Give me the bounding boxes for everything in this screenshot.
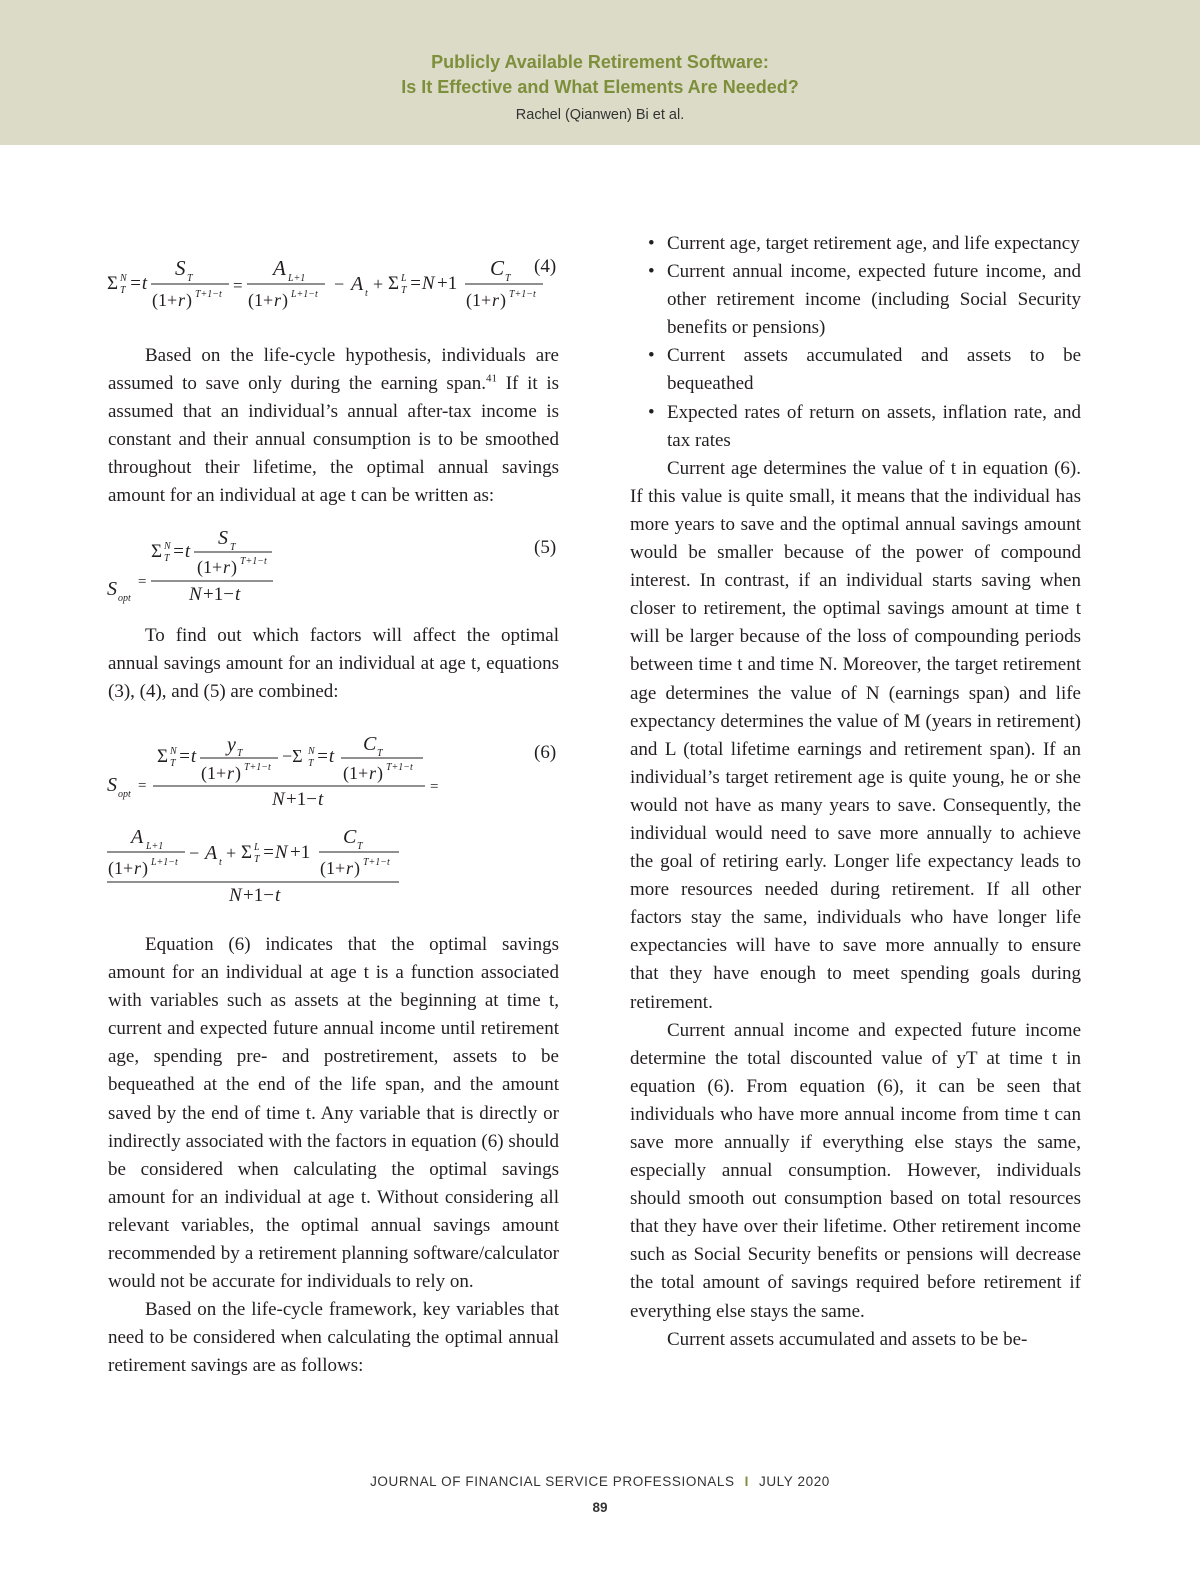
- svg-text:Σ: Σ: [107, 273, 119, 294]
- paragraph: Based on the life-cycle framework, key variables that need to be considered when calculating the optimal annual retirement savings are as follows:: [108, 1299, 559, 1377]
- list-item: • Expected rates of return on assets, inflation rate, and tax rates: [630, 399, 1081, 455]
- svg-text:T: T: [230, 542, 236, 553]
- svg-text:T: T: [237, 748, 243, 759]
- equation-6-formula: [105, 725, 555, 910]
- svg-text:t: t: [318, 789, 324, 810]
- svg-text:Σ: Σ: [157, 746, 169, 767]
- svg-text:): ): [142, 858, 148, 878]
- svg-text:=: =: [233, 276, 243, 295]
- svg-text:r: r: [223, 557, 231, 577]
- svg-text:(1+: (1+: [466, 290, 492, 310]
- svg-text:t: t: [275, 885, 281, 906]
- footer-journal-line: [0, 1474, 1200, 1489]
- svg-text:r: r: [274, 290, 282, 310]
- issue-date: JULY 2020: [758, 1474, 830, 1489]
- svg-text:T: T: [505, 273, 511, 284]
- svg-text:T+1−t: T+1−t: [363, 857, 390, 868]
- svg-text:−Σ: −Σ: [282, 746, 303, 766]
- equation-4-number: (4): [534, 256, 557, 277]
- svg-text:S: S: [175, 256, 186, 280]
- svg-text:): ): [282, 290, 288, 310]
- svg-text:N: N: [170, 746, 177, 757]
- equation-4-formula: [105, 250, 565, 320]
- svg-text:+1: +1: [290, 842, 311, 863]
- list-item: • Current age, target retirement age, and life expectancy: [630, 230, 1081, 258]
- footnote-ref: 41: [486, 372, 498, 385]
- svg-text:L+1−t: L+1−t: [291, 289, 318, 300]
- journal-name: JOURNAL OF FINANCIAL SERVICE PROFESSIONALS: [370, 1474, 735, 1489]
- svg-text:T: T: [164, 553, 170, 564]
- svg-text:+: +: [373, 274, 384, 294]
- svg-text:T: T: [170, 758, 176, 769]
- svg-text:(1+: (1+: [152, 290, 178, 310]
- svg-text:A: A: [273, 256, 286, 280]
- svg-text:): ): [500, 290, 506, 310]
- svg-text:=: =: [430, 779, 439, 795]
- svg-text:T+1−t: T+1−t: [195, 289, 222, 300]
- list-item: • Current assets accumulated and assets to be bequeathed: [630, 342, 1081, 398]
- svg-text:T: T: [187, 273, 193, 284]
- svg-text:t: t: [235, 584, 241, 605]
- svg-text:(1+: (1+: [201, 763, 227, 783]
- svg-text:opt: opt: [118, 789, 131, 800]
- svg-text:L+1−t: L+1−t: [151, 857, 178, 868]
- paragraph: Current age determines the value of t in equation (6). If this value is quite small, it means that the individual has more years to save and the optimal annual savings amount would be smaller because of the power of compound interest. In contrast, if an individual starts saving when closer to retirement, the optimal savings amount at time t will be larger because of the loss of compounding periods between time t and time N. Moreover, the target retirement age determines the value of N (earnings span) and life expectancy determines the value of M (years in retirement) and L (total lifetime earnings and retirement span). If an individual’s target retirement age is quite young, he or she would not have as many years to save. Consequently, the individual would need to save more annually to achieve the goal of retiring early. Longer life expectancy leads to more resources needed during retirement. If all other factors stay the same, individuals who have longer life expectancies will have to save more annually to ensure that they have enough to meet spending goals during retirement.: [630, 457, 1081, 1013]
- svg-text:y: y: [227, 734, 236, 756]
- svg-text:T+1−t: T+1−t: [509, 289, 536, 300]
- svg-text:N: N: [229, 885, 242, 906]
- svg-text:=N: =N: [409, 273, 435, 294]
- svg-text:=: =: [138, 778, 147, 794]
- svg-text:N: N: [272, 789, 285, 810]
- svg-text:N: N: [308, 746, 315, 757]
- left-column-block-1: [108, 342, 559, 511]
- svg-text:Σ: Σ: [241, 842, 253, 863]
- svg-text:): ): [377, 763, 383, 783]
- svg-text:): ): [231, 557, 237, 577]
- svg-text:r: r: [227, 763, 235, 783]
- equation-6-number: (6): [534, 742, 557, 763]
- svg-text:S: S: [107, 774, 117, 796]
- svg-text:S: S: [107, 578, 117, 600]
- svg-text:t: t: [219, 857, 222, 868]
- article-authors: Rachel (Qianwen) Bi et al.: [515, 107, 685, 123]
- left-column-block-3: [108, 931, 559, 1381]
- svg-text:): ): [354, 858, 360, 878]
- svg-text:=t: =t: [316, 746, 335, 767]
- footer-separator: I: [744, 1474, 749, 1489]
- svg-text:r: r: [346, 858, 354, 878]
- svg-text:N: N: [189, 584, 202, 605]
- svg-text:=t: =t: [129, 273, 148, 294]
- svg-text:+: +: [226, 843, 237, 863]
- svg-text:N: N: [120, 273, 127, 284]
- svg-text:S: S: [218, 527, 228, 549]
- paragraph: To find out which factors will affect the optimal annual savings amount for an individual at age t, equations (3), (4), and (5) are combined:: [108, 625, 559, 703]
- svg-text:=: =: [138, 574, 147, 590]
- svg-text:Σ: Σ: [388, 273, 400, 294]
- svg-text:r: r: [178, 290, 186, 310]
- page-number: 89: [592, 1500, 608, 1515]
- svg-text:T: T: [377, 748, 383, 759]
- svg-text:L: L: [401, 273, 407, 284]
- svg-text:T+1−t: T+1−t: [240, 556, 267, 567]
- svg-text:T+1−t: T+1−t: [244, 762, 271, 773]
- svg-text:): ): [235, 763, 241, 783]
- article-title-line2: Is It Effective and What Elements Are Needed?: [401, 77, 799, 97]
- paragraph: Equation (6) indicates that the optimal savings amount for an individual at age t is a function associated with variables such as assets at the beginning at time t, current and expected future annual income until retirement age, spending pre- and postretirement, assets to be bequeathed at the end of the life span, and the amount saved by the end of time t. Any variable that is directly or indirectly associated with the factors in equation (6) should be considered when calculating the optimal savings amount for an individual at age t. Without considering all relevant variables, the optimal annual savings amount recommended by a retirement planning software/calculator would not be accurate for individuals to rely on.: [108, 934, 559, 1293]
- svg-text:r: r: [134, 858, 142, 878]
- svg-text:(1+: (1+: [343, 763, 369, 783]
- svg-text:C: C: [343, 826, 357, 848]
- svg-text:A: A: [131, 826, 144, 848]
- svg-text:L+1: L+1: [288, 273, 306, 284]
- svg-text:=N: =N: [262, 842, 288, 863]
- svg-text:T: T: [120, 285, 126, 296]
- svg-text:(1+: (1+: [248, 290, 274, 310]
- svg-text:(1+: (1+: [320, 858, 346, 878]
- svg-text:T: T: [357, 841, 363, 852]
- article-title-line1: Publicly Available Retirement Software:: [431, 52, 769, 72]
- svg-text:opt: opt: [118, 593, 131, 604]
- list-item: • Current annual income, expected future income, and other retirement income (including Social Security benefits or pensions): [630, 258, 1081, 342]
- svg-text:): ): [186, 290, 192, 310]
- svg-text:C: C: [363, 733, 377, 755]
- svg-text:−: −: [189, 843, 200, 863]
- right-column: [630, 230, 1081, 1354]
- svg-text:A: A: [205, 842, 218, 864]
- key-variables-list: [630, 230, 1081, 455]
- svg-text:T: T: [308, 758, 314, 769]
- svg-text:T: T: [401, 285, 407, 296]
- paragraph: Based on the life-cycle hypothesis, individuals are assumed to save only during the earning span.$^{41}$ If it is assumed that an individual’s annual after-tax income is constant and their annual consumption is to be smoothed throughout their lifetime, the optimal annual savings amount for an individual at age t can be written as:: [108, 345, 559, 507]
- svg-text:(1+: (1+: [108, 858, 134, 878]
- svg-text:Σ: Σ: [151, 541, 163, 562]
- svg-text:r: r: [492, 290, 500, 310]
- svg-text:=t: =t: [172, 541, 191, 562]
- header-banner: [0, 0, 1200, 145]
- svg-text:T+1−t: T+1−t: [386, 762, 413, 773]
- svg-text:t: t: [365, 288, 368, 299]
- svg-text:=t: =t: [178, 746, 197, 767]
- svg-text:(1+: (1+: [197, 557, 223, 577]
- svg-text:C: C: [490, 256, 505, 280]
- equation-5-number: (5): [534, 537, 557, 558]
- left-column-block-2: [108, 622, 559, 706]
- svg-text:+1−: +1−: [203, 584, 234, 605]
- svg-text:N: N: [164, 541, 171, 552]
- equation-5-formula: [105, 520, 305, 605]
- svg-text:+1−: +1−: [243, 885, 274, 906]
- paragraph: Current annual income and expected future income determine the total discounted value of yT at time t in equation (6). From equation (6), it can be seen that individuals who have more annual income from time t can save more annually if everything else stays the same, especially annual consumption. However, individuals should smooth out consumption based on total resources that they have over their lifetime. Other retirement income such as Social Security benefits or pensions will decrease the total amount of savings required before retirement if everything else stays the same.: [630, 1019, 1081, 1322]
- svg-text:L: L: [254, 842, 260, 853]
- svg-text:−: −: [334, 274, 345, 294]
- svg-text:A: A: [351, 273, 364, 295]
- svg-text:T: T: [254, 854, 260, 865]
- paragraph: Current assets accumulated and assets to be be-: [667, 1328, 1028, 1350]
- svg-text:r: r: [369, 763, 377, 783]
- svg-text:+1−: +1−: [286, 789, 317, 810]
- svg-text:+1: +1: [437, 273, 458, 294]
- svg-text:L+1: L+1: [146, 841, 164, 852]
